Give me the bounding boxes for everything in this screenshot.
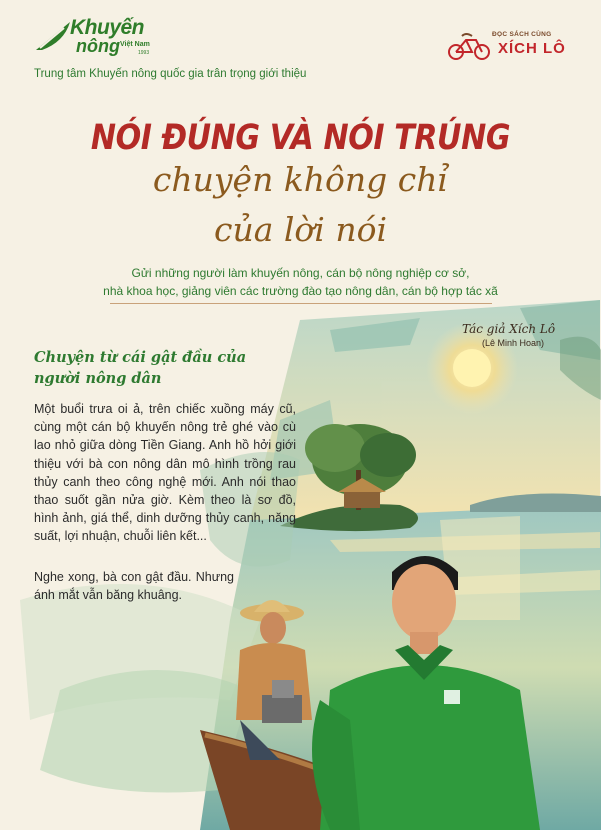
paragraph-1: Một buổi trưa oi ả, trên chiếc xuồng máy cũ, cùng một cán bộ khuyến nông trẻ ghé vào cù lao nhỏ giữa dòng Tiền Giang. Anh hồ hởi giới thiệu với bà con nông dân mô hình trồng rau thủy canh theo công nghệ mới. Anh nói thao thao suốt gần nửa giờ. Kèm theo là sơ đồ, hình ảnh, giá thể, dinh dưỡng thủy canh, năng suất, lợi nhuận, chuỗi liên kết...: [34, 402, 296, 544]
dedication-line1: Gửi những người làm khuyến nông, cán bộ nông nghiệp cơ sở,: [131, 266, 470, 280]
khuyen-nong-logo: [34, 14, 184, 62]
paragraph-2: Nghe xong, bà con gật đầu. Nhưng ánh mắt vẫn băng khuâng.: [34, 570, 234, 603]
logo-line1: Khuyến: [70, 16, 145, 39]
author-pen-name: Tác giả Xích Lô: [462, 322, 556, 336]
subtitle-line1: chuyện không chỉ: [152, 160, 449, 199]
logo-line2: nông: [76, 36, 120, 56]
partner-main-label: XÍCH LÔ: [498, 40, 566, 57]
main-title: NÓI ĐÚNG VÀ NÓI TRÚNG: [90, 118, 511, 158]
subtitle-line2: của lời nói: [213, 210, 388, 249]
section-title: Chuyện từ cái gật đầu của người nông dân: [34, 349, 247, 387]
author-real-name: (Lê Minh Hoan): [482, 338, 545, 348]
cyclo-bike-icon: [448, 30, 490, 62]
logo-line3: Việt Nam: [120, 41, 150, 48]
partner-top-label: ĐỌC SÁCH CÙNG: [492, 31, 552, 38]
xich-lo-logo: [448, 26, 588, 66]
dedication-line2: nhà khoa học, giảng viên các trường đào tạo nông dân, cán bộ hợp tác xã: [103, 284, 498, 298]
divider: [110, 303, 492, 304]
logo-year: 1993: [138, 50, 150, 56]
tagline: Trung tâm Khuyến nông quốc gia trân trọng giới thiệu: [34, 68, 307, 80]
leaf-logo-icon: [34, 20, 72, 52]
